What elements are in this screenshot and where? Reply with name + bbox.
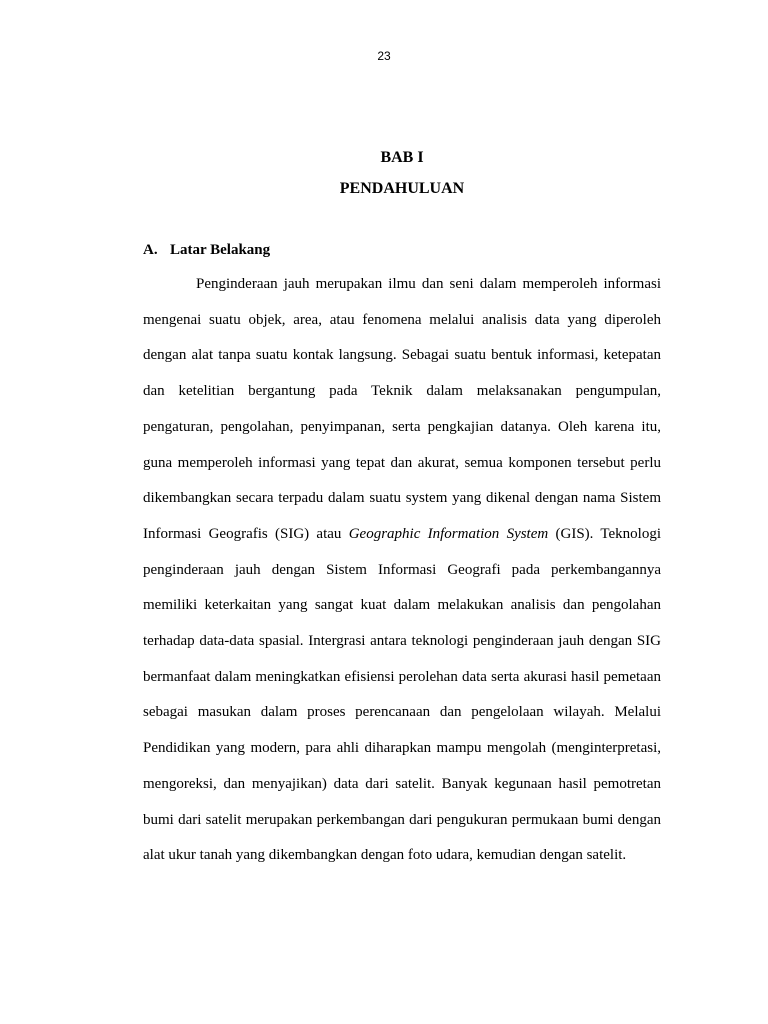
chapter-title: PENDAHULUAN	[339, 180, 465, 197]
section-heading	[143, 240, 270, 260]
body-paragraph	[143, 267, 661, 874]
paragraph-text-part-1: Penginderaan jauh merupakan ilmu dan seni dalam memperoleh informasi mengenai suatu objek, area, atau fenomena melalui analisis data yang diperoleh dengan alat tanpa suatu kontak langsung. Sebagai suatu bentuk informasi, ketepatan dan ketelitian bergantung pada Teknik dalam melaksanakan pengumpulan, pengaturan, pengolahan, penyimpanan, serta pengkajian datanya. Oleh karena itu, guna memperoleh informasi yang tepat dan akurat, semua komponen tersebut perlu dikembangkan secara terpadu dalam suatu system yang dikenal dengan nama Sistem Informasi Geografis (SIG) atau	[143, 276, 661, 542]
section-letter: A.	[143, 242, 158, 258]
section-title: Latar Belakang	[170, 242, 271, 258]
page-number: 23	[377, 49, 391, 63]
paragraph-text-part-2: (GIS). Teknologi penginderaan jauh dengan Sistem Informasi Geografi pada perkembangannya memiliki keterkaitan yang sangat kuat dalam melakukan analisis dan pengolahan terhadap data-data spasial. Intergrasi antara teknologi penginderaan jauh dengan SIG bermanfaat dalam meningkatkan efisiensi perolehan data serta akurasi hasil pemetaan sebagai masukan dalam proses perencanaan dan pengelolaan wilayah. Melalui Pendidikan yang modern, para ahli diharapkan mampu mengolah (menginterpretasi, mengoreksi, dan menyajikan) data dari satelit. Banyak kegunaan hasil pemotretan bumi dari satelit merupakan perkembangan dari pengukuran permukaan bumi dengan alat ukur tanah yang dikembangkan dengan foto udara, kemudian dengan satelit.	[143, 525, 662, 864]
chapter-number: BAB I	[380, 149, 424, 166]
paragraph-italic-term: Geographic Information System	[348, 525, 549, 542]
